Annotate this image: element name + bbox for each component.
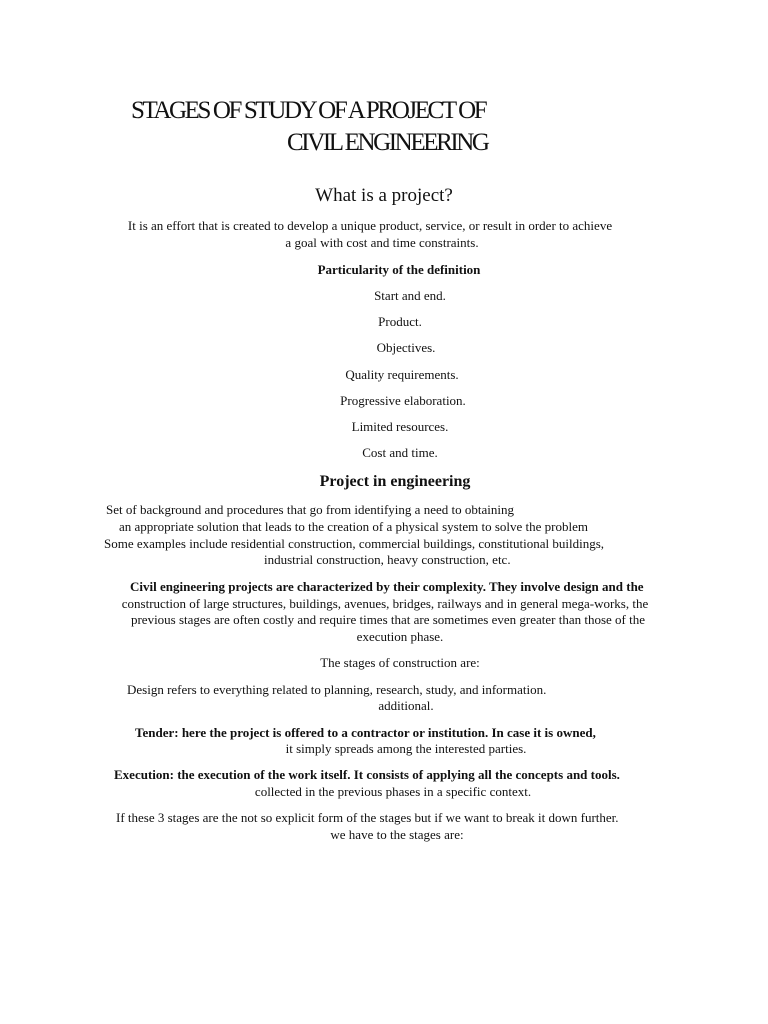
para1-line: industrial construction, heavy construction, etc. — [264, 552, 511, 567]
closing-line: If these 3 stages are the not so explicit form of the stages but if we want to break it down further. — [116, 810, 619, 825]
list-item: Product. — [378, 314, 422, 329]
list-item: Quality requirements. — [345, 367, 459, 382]
design-line: additional. — [378, 698, 434, 713]
tender-line: it simply spreads among the interested parties. — [285, 741, 527, 756]
doc-title-line2: CIVIL ENGINEERING — [287, 129, 488, 156]
para1-line: an appropriate solution that leads to the creation of a physical system to solve the problem — [119, 519, 588, 534]
list-item: Limited resources. — [351, 419, 449, 434]
execution-line: collected in the previous phases in a specific context. — [254, 784, 532, 799]
design-line: Design refers to everything related to planning, research, study, and information. — [127, 682, 547, 697]
list-item: Progressive elaboration. — [340, 393, 466, 408]
para2-line: execution phase. — [356, 629, 444, 644]
para2-line: construction of large structures, buildings, avenues, bridges, railways and in general mega-works, the — [121, 596, 649, 611]
list-item: Objectives. — [376, 340, 436, 355]
closing-line: we have to the stages are: — [330, 827, 464, 842]
list-item: Cost and time. — [362, 445, 438, 460]
heading-project-in-engineering: Project in engineering — [319, 473, 471, 490]
para1-line: Some examples include residential construction, commercial buildings, constitutional buildings, — [104, 536, 605, 551]
subheading-particularity: Particularity of the definition — [317, 262, 481, 277]
stages-intro: The stages of construction are: — [320, 655, 480, 670]
doc-title-line1: STAGES OF STUDY OF A PROJECT OF — [131, 97, 486, 124]
execution-line: Execution: the execution of the work itself. It consists of applying all the concepts and tools. — [114, 767, 620, 782]
tender-line: Tender: here the project is offered to a contractor or institution. In case it is owned, — [135, 725, 596, 740]
definition-line1: It is an effort that is created to develop a unique product, service, or result in order to achieve — [127, 218, 613, 233]
definition-line2: a goal with cost and time constraints. — [285, 235, 479, 250]
para2-line: previous stages are often costly and require times that are sometimes even greater than those of the — [130, 612, 646, 627]
heading-what-is-project: What is a project? — [315, 185, 453, 206]
list-item: Start and end. — [374, 288, 446, 303]
para1-line: Set of background and procedures that go from identifying a need to obtaining — [106, 502, 514, 517]
para2-line: Civil engineering projects are characterized by their complexity. They involve design and the — [130, 579, 644, 594]
